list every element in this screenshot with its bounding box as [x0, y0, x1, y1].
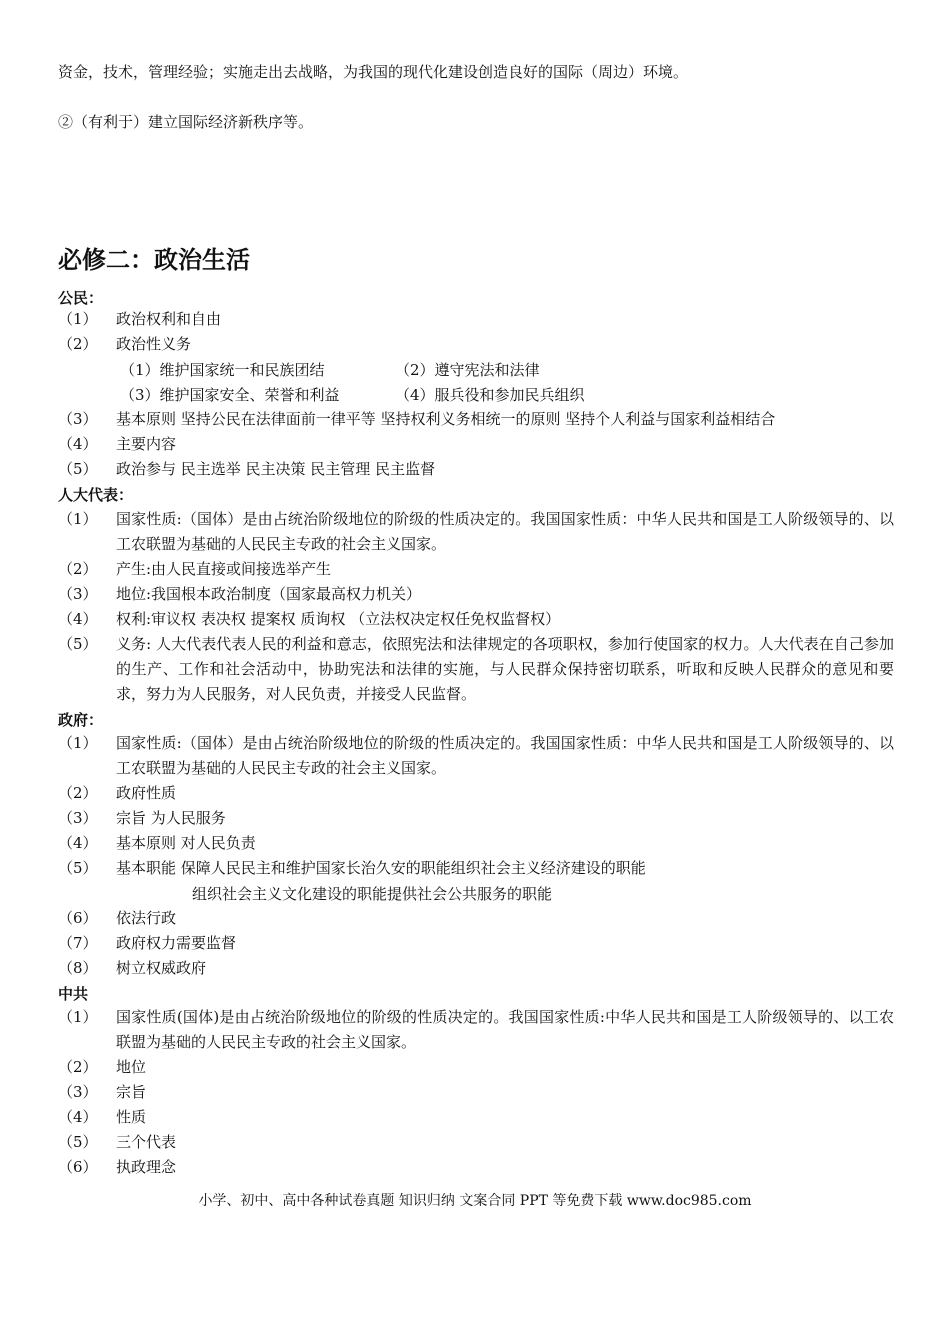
item-number: （1） [58, 734, 98, 752]
item-text: 政治参与 民主选举 民主决策 民主管理 民主监督 [116, 460, 436, 478]
item-number: （1） [58, 1008, 98, 1026]
item-number: （2） [58, 560, 98, 578]
item-text: 依法行政 [116, 909, 177, 927]
item-number: （5） [58, 460, 98, 478]
item-number: （6） [58, 1158, 98, 1176]
duty-item: （4）服兵役和参加民兵组织 [395, 386, 585, 404]
duty-item: （1）维护国家统一和民族团结 [120, 361, 325, 379]
item-text: 地位:我国根本政治制度（国家最高权力机关） [116, 585, 422, 603]
item-text: 树立权威政府 [116, 959, 207, 977]
item-text: 政府性质 [116, 784, 177, 802]
item-text: 权利:审议权 表决权 提案权 质询权 （立法权决定权任免权监督权） [116, 610, 561, 628]
item-text: 三个代表 [116, 1133, 177, 1151]
item-number: （3） [58, 1083, 98, 1101]
item-number: （2） [58, 335, 98, 353]
item-number: （5） [58, 1133, 98, 1151]
item-number: （2） [58, 784, 98, 802]
item-number: （3） [58, 585, 98, 603]
item-text: 国家性质:（国体）是由占统治阶级地位的阶级的性质决定的。我国国家性质：中华人民共和国是工人阶级领导的、以工农联盟为基础的人民民主专政的社会主义国家。 [116, 734, 894, 777]
item-number: （5） [58, 635, 98, 653]
duty-item: （2）遵守宪法和法律 [395, 361, 540, 379]
intro-line-1: 资金，技术，管理经验；实施走出去战略，为我国的现代化建设创造良好的国际（周边）环境。 [58, 63, 689, 81]
item-number: （1） [58, 310, 98, 328]
item-number: （4） [58, 610, 98, 628]
item-number: （5） [58, 859, 98, 877]
item-number: （3） [58, 410, 98, 428]
item-text: 政府权力需要监督 [116, 934, 237, 952]
item-text: 国家性质:（国体）是由占统治阶级地位的阶级的性质决定的。我国国家性质：中华人民共和国是工人阶级领导的、以工农联盟为基础的人民民主专政的社会主义国家。 [116, 510, 894, 553]
item-text: 性质 [116, 1108, 147, 1126]
item-text: 基本原则 坚持公民在法律面前一律平等 坚持权利义务相统一的原则 坚持个人利益与国家利益相结合 [116, 410, 776, 428]
item-text: 义务: 人大代表代表人民的利益和意志，依照宪法和法律规定的各项职权，参加行使国家的权力。人大代表在自己参加的生产、工作和社会活动中，协助宪法和法律的实施，与人民群众保持密切联系，听取和反映人民群众的意见和要求，努力为人民服务，对人民负责，并接受人民监督。 [116, 635, 894, 703]
item-number: （4） [58, 435, 98, 453]
item-number: （8） [58, 959, 98, 977]
item-text: 主要内容 [116, 435, 177, 453]
item-number: （6） [58, 909, 98, 927]
section-heading-cpc: 中共 [58, 985, 89, 1003]
item-number: （4） [58, 1108, 98, 1126]
intro-line-2: ②（有利于）建立国际经济新秩序等。 [58, 113, 314, 131]
item-text: 宗旨 为人民服务 [116, 809, 226, 827]
section-heading-citizen: 公民： [58, 289, 104, 307]
section-heading-npc: 人大代表： [58, 486, 134, 504]
section-heading-government: 政府： [58, 711, 104, 729]
item-text: 基本原则 对人民负责 [116, 834, 256, 852]
functions-continuation: 组织社会主义文化建设的职能提供社会公共服务的职能 [192, 885, 553, 903]
item-number: （3） [58, 809, 98, 827]
item-text: 地位 [116, 1058, 147, 1076]
item-text: 基本职能 保障人民民主和维护国家长治久安的职能组织社会主义经济建设的职能 [116, 859, 646, 877]
item-number: （4） [58, 834, 98, 852]
item-text: 政治性义务 [116, 335, 192, 353]
item-number: （2） [58, 1058, 98, 1076]
item-text: 政治权利和自由 [116, 310, 222, 328]
duty-item: （3）维护国家安全、荣誉和利益 [120, 386, 340, 404]
page-title: 必修二：政治生活 [58, 246, 250, 274]
item-text: 宗旨 [116, 1083, 147, 1101]
item-number: （7） [58, 934, 98, 952]
item-number: （1） [58, 510, 98, 528]
item-text: 国家性质(国体)是由占统治阶级地位的阶级的性质决定的。我国国家性质:中华人民共和国是工人阶级领导的、以工农联盟为基础的人民民主专政的社会主义国家。 [116, 1008, 894, 1051]
item-text: 产生:由人民直接或间接选举产生 [116, 560, 332, 578]
item-text: 执政理念 [116, 1158, 177, 1176]
page-footer: 小学、初中、高中各种试卷真题 知识归纳 文案合同 PPT 等免费下载 www.doc985.com [198, 1193, 752, 1209]
